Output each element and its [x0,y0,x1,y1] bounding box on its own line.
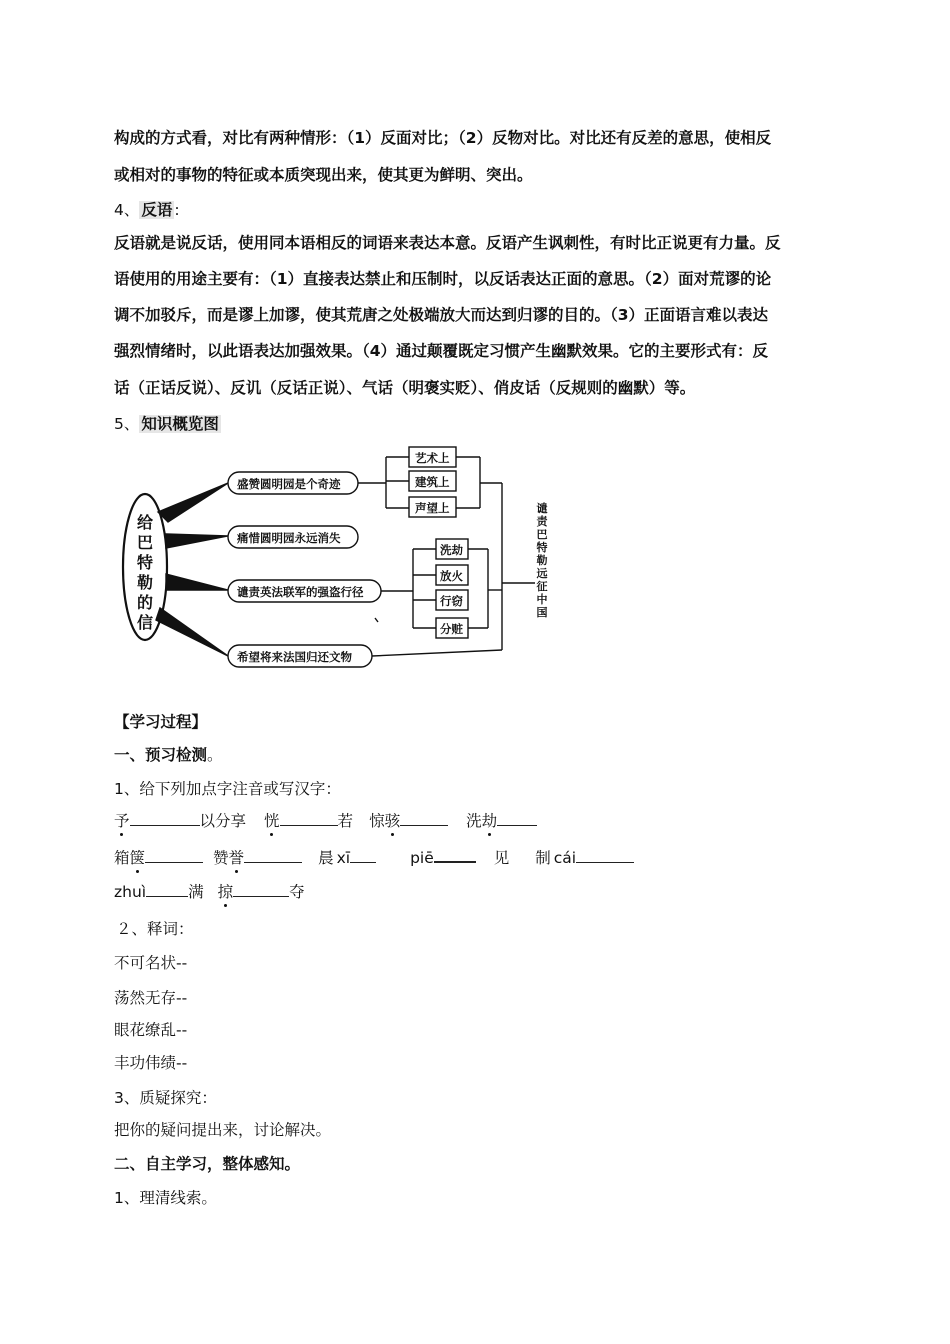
center-char-3: 特 [136,553,154,572]
word10-char: 满 [188,883,204,901]
right-char-4: 特 [536,541,548,554]
knowledge-diagram [118,438,558,678]
center-char-2: 巴 [136,533,154,552]
section5-heading [114,414,221,434]
right-char-9: 国 [536,606,548,619]
center-char-4: 勒 [136,573,154,592]
part1-period: 。 [207,746,223,764]
section4-colon: : [174,201,180,219]
word6-first: 赞 [213,849,229,867]
word3-first: 惊 [369,812,385,830]
branch-label-2: 痛惜圆明园永远消失 [237,531,341,545]
word5-dotted: 箧 [129,849,146,867]
center-char-5: 的 [136,593,154,612]
blank-7[interactable] [350,848,376,863]
term-1: 不可名状-- [114,954,188,972]
right-char-2: 责 [536,515,548,528]
section4-line1: 反语就是说反话，使用同本语相反的词语来表达本意。反语产生讽刺性，有时比正说更有力量。反 [114,234,781,252]
word11-rest: 夺 [289,883,305,901]
section4-line2: 语使用的用途主要有：（1）直接表达禁止和压制时，以反话表达正面的意思。（2）面对荒谬的论 [114,270,772,288]
para1-line2: 或相对的事物的特征或本质突现出来，使其更为鲜明、突出。 [114,166,533,184]
word3-dotted: 骇 [384,812,401,830]
question3-text: 把你的疑问提出来，讨论解决。 [114,1121,332,1139]
blank-4[interactable] [497,811,537,826]
blank-10[interactable] [146,882,188,897]
diagram-spike-3 [166,574,228,590]
diagram-spike-4 [156,608,228,656]
pinyin-row-3 [114,882,305,902]
blank-1[interactable] [130,811,200,826]
label-fire: 放火 [440,569,463,583]
learning-process-title: 【学习过程】 [114,713,208,731]
diagram-center-text [137,513,153,632]
part1-heading [114,745,223,765]
term-4: 丰功伟绩-- [114,1054,188,1072]
section4-line4: 强烈情绪时，以此语表达加强效果。（4）通过颠覆既定习惯产生幽默效果。它的主要形式有：反 [114,342,769,360]
question3: 3、质疑探究： [114,1089,217,1107]
section5-title: 知识概览图 [141,415,219,433]
term-2 [114,988,187,1008]
word6-dotted: 誉 [228,849,245,867]
word9-char: 制 [535,849,551,867]
term2-rest: 然无存-- [129,989,188,1007]
pinyin-row-2 [114,847,634,868]
diagram-right-text [537,501,549,619]
blank-8[interactable] [434,847,476,863]
center-char-6: 信 [136,613,154,632]
word2-dotted: 恍 [264,812,280,830]
label-divide: 分赃 [440,622,463,636]
branch-label-1: 盛赞圆明园是个奇迹 [237,477,341,491]
label-loot: 洗劫 [440,543,463,557]
right-char-1: 谴 [536,502,548,515]
word4-first: 洗 [466,812,482,830]
section4-number: 4、 [114,201,140,219]
word1-dotted: 予 [114,812,130,830]
word10-pinyin: zhuì [114,883,147,901]
term-3: 眼花缭乱-- [114,1021,188,1039]
section4-heading [114,200,180,220]
term2-first: 荡 [114,989,130,1007]
right-char-7: 征 [536,580,548,593]
blank-5[interactable] [145,848,203,863]
section5-number: 5、 [114,415,140,433]
word7-pinyin: xī [336,849,351,867]
right-char-6: 远 [536,567,548,580]
word11-dotted: 掠 [217,883,234,901]
diagram-spike-1 [158,483,228,522]
blank-6[interactable] [244,848,302,863]
label-art: 艺术上 [415,451,450,465]
diagram-spike-2 [166,534,228,548]
section4-line5: 话（正话反说）、反讥（反话正说）、气话（明褒实贬）、俏皮话（反规则的幽默）等。 [114,379,696,397]
blank-2[interactable] [280,811,338,826]
part2-title: 二、自主学习，整体感知。 [114,1155,301,1173]
center-char-1: 给 [136,513,154,532]
word4-dotted: 劫 [481,812,498,830]
part2-question1: 1、理清线索。 [114,1189,217,1207]
label-fame: 声望上 [415,501,450,515]
right-char-8: 中 [536,593,548,606]
word8-char: 见 [493,849,510,867]
word7-first: 晨 [318,849,334,867]
question2: ２、释词： [116,920,194,938]
word1-rest: 以分享 [199,812,247,830]
blank-11[interactable] [233,882,289,897]
para1-line1: 构成的方式看，对比有两种情形：（1）反面对比；（2）反物对比。对比还有反差的意思，使相反 [114,129,772,147]
branch-label-3: 谴责英法联军的强盗行径 [237,585,364,599]
label-arch: 建筑上 [415,475,450,489]
section4-line3: 调不加驳斥，而是谬上加谬，使其荒唐之处极端放大而达到归谬的目的。（3）正面语言难以表达 [114,306,769,324]
blank-3[interactable] [400,811,448,826]
word8-pinyin: piē [410,849,434,867]
section4-title: 反语 [141,201,173,219]
part1-title: 一、预习检测 [114,746,208,764]
pinyin-row-1 [114,811,537,831]
question1: 1、给下列加点字注音或写汉字： [114,780,341,798]
word5-first: 箱 [114,849,130,867]
label-steal: 行窃 [440,594,463,608]
blank-9[interactable] [576,848,634,863]
word2-rest: 若 [337,812,354,830]
right-char-5: 勒 [536,554,548,567]
right-char-3: 巴 [536,528,548,541]
word9-pinyin: cái [553,849,577,867]
branch-label-4: 希望将来法国归还文物 [237,650,352,664]
